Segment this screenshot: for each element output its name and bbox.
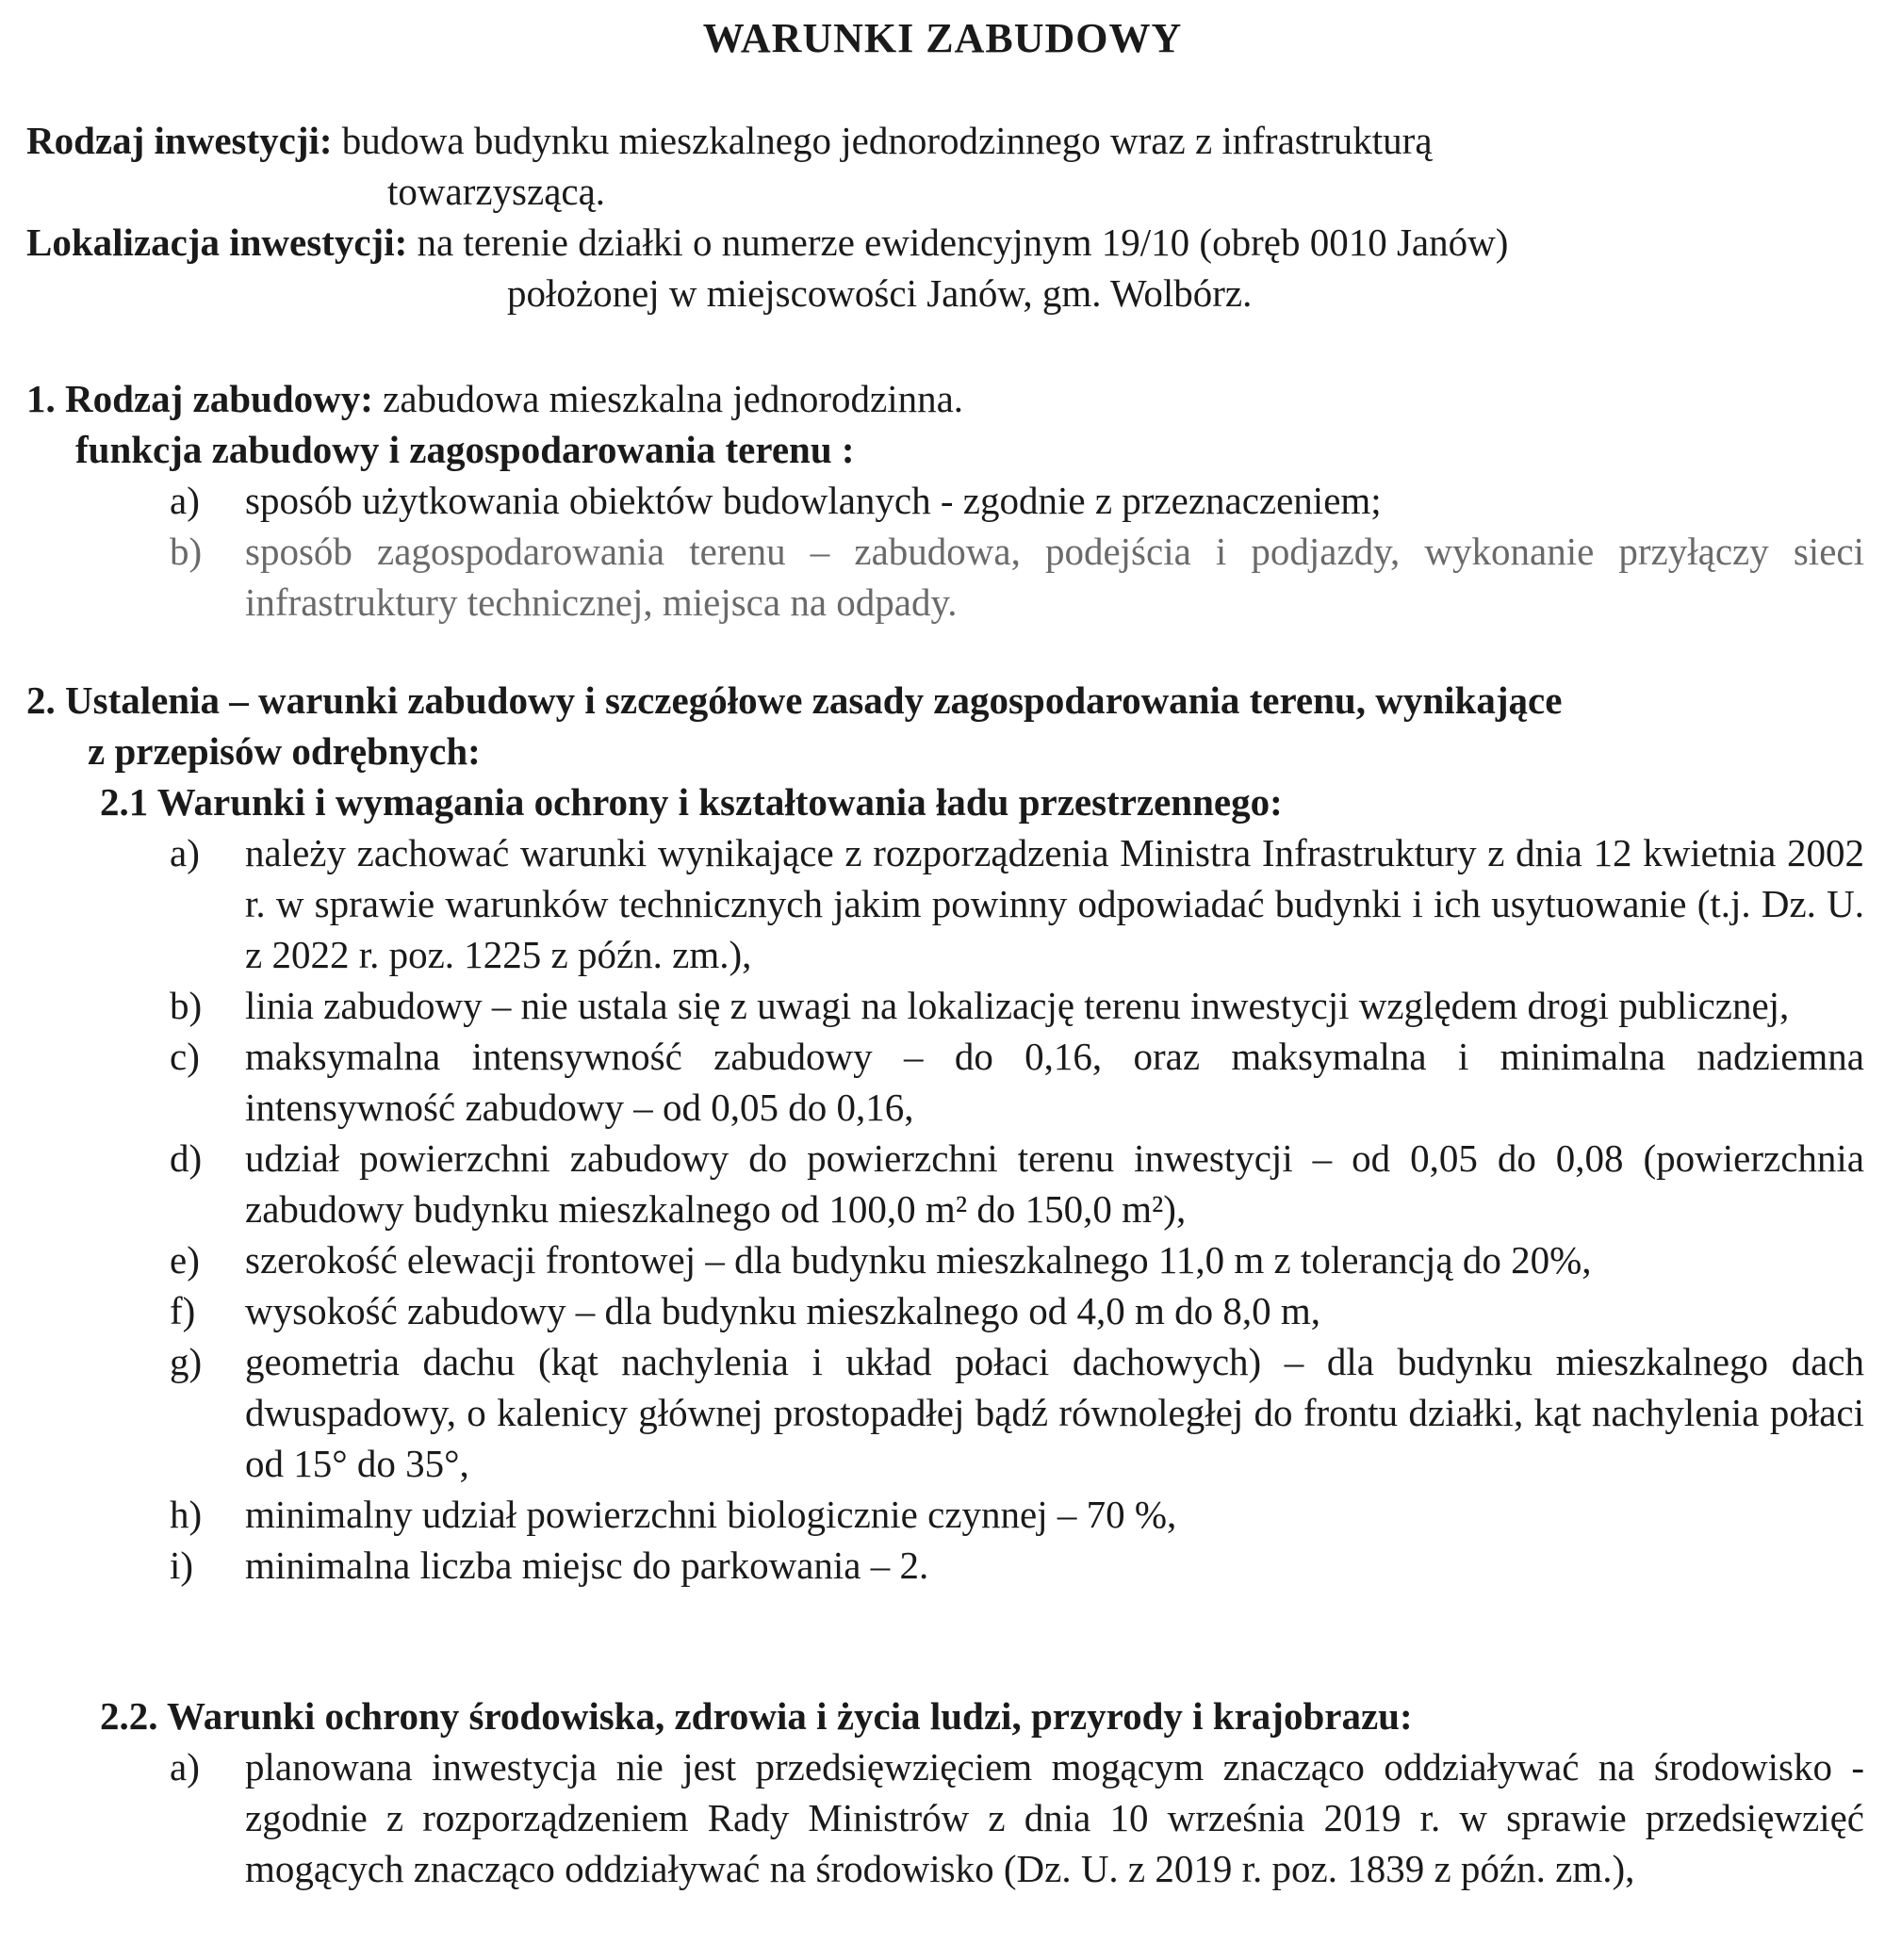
investment-type-value: budowa budynku mieszkalnego jednorodzinnego wraz z infrastrukturą	[341, 119, 1433, 162]
list-item-text: udział powierzchni zabudowy do powierzchni terenu inwestycji – od 0,05 do 0,08 (powierzchnia zabudowy budynku mieszkalnego od 100,0 m² do 150,0 m²),	[245, 1136, 1864, 1231]
list-item-label: g)	[170, 1340, 203, 1383]
list-item	[26, 1133, 1864, 1234]
list-item-label: a)	[170, 1745, 200, 1788]
function-heading: funkcja zabudowy i zagospodarowania terenu :	[75, 428, 855, 471]
list-item-text: maksymalna intensywność zabudowy – do 0,16, oraz maksymalna i minimalna nadziemna intensywność zabudowy – od 0,05 do 0,16,	[245, 1035, 1864, 1129]
list-item-label: b)	[170, 984, 203, 1027]
list-item-label: b)	[170, 530, 203, 573]
list-item-label: e)	[170, 1238, 200, 1282]
list-item-label: i)	[170, 1544, 194, 1587]
section-2-heading-line1: 2. Ustalenia – warunki zabudowy i szczegółowe zasady zagospodarowania terenu, wynikające	[26, 678, 1563, 722]
investment-location-continuation: położonej w miejscowości Janów, gm. Wolbórz.	[507, 271, 1253, 315]
list-item	[26, 1031, 1864, 1133]
list-item-text: sposób zagospodarowania terenu – zabudowa, podejścia i podjazdy, wykonanie przyłączy sieci infrastruktury technicznej, miejsca na odpady.	[245, 530, 1864, 624]
investment-header	[26, 115, 1864, 318]
list-item-label: h)	[170, 1493, 203, 1536]
investment-location-row	[26, 217, 1864, 268]
list-item-text: wysokość zabudowy – dla budynku mieszkalnego od 4,0 m do 8,0 m,	[245, 1289, 1321, 1332]
subsection-2-1-heading: 2.1 Warunki i wymagania ochrony i kształtowania ładu przestrzennego:	[100, 780, 1283, 824]
subsection-2-2-heading: 2.2. Warunki ochrony środowiska, zdrowia i życia ludzi, przyrody i krajobrazu:	[100, 1694, 1413, 1738]
list-item-text: minimalny udział powierzchni biologicznie czynnej – 70 %,	[245, 1493, 1177, 1536]
investment-type-row	[26, 115, 1864, 166]
investment-location-value: na terenie działki o numerze ewidencyjnym 19/10 (obręb 0010 Janów)	[417, 220, 1509, 264]
list-item-text: linia zabudowy – nie ustala się z uwagi na lokalizację terenu inwestycji względem drogi publicznej,	[245, 984, 1790, 1027]
list-item	[26, 526, 1864, 628]
list-item	[26, 827, 1864, 980]
list-item-text: szerokość elewacji frontowej – dla budynku mieszkalnego 11,0 m z tolerancją do 20%,	[245, 1238, 1592, 1282]
list-item	[26, 1741, 1864, 1894]
list-item-text: sposób użytkowania obiektów budowlanych - zgodnie z przeznaczeniem;	[245, 479, 1382, 522]
list-item	[26, 980, 1864, 1031]
investment-type-continuation: towarzyszącą.	[387, 170, 606, 213]
list-item	[26, 1285, 1864, 1336]
section-1	[26, 373, 1864, 628]
section-1-heading-row	[26, 373, 1864, 424]
subsection-2-1-list	[26, 827, 1864, 1591]
subsection-2-2	[26, 1690, 1864, 1894]
investment-type-label: Rodzaj inwestycji:	[26, 119, 342, 162]
section-1-heading-text: zabudowa mieszkalna jednorodzinna.	[372, 377, 964, 420]
section-2-heading	[26, 675, 1864, 776]
list-item-text: minimalna liczba miejsc do parkowania – 2.	[245, 1544, 929, 1587]
list-item-text: planowana inwestycja nie jest przedsięwzięciem mogącym znacząco oddziaływać na środowisko - zgodnie z rozporządzeniem Rady Ministrów z dnia 10 września 2019 r. w sprawie przedsięwzięć mogących znacząco oddziaływać na środowisko (Dz. U. z 2019 r. poz. 1839 z późn. zm.),	[245, 1745, 1864, 1890]
list-item-text: geometria dachu (kąt nachylenia i układ połaci dachowych) – dla budynku mieszkalnego dach dwuspadowy, o kalenicy głównej prostopadłej bądź równoległej do frontu działki, kąt nachylenia połaci od 15° do 35°,	[245, 1340, 1864, 1485]
document-title: WARUNKI ZABUDOWY	[702, 15, 1183, 61]
list-item-text: należy zachować warunki wynikające z rozporządzenia Ministra Infrastruktury z dnia 12 kwietnia 2002 r. w sprawie warunków technicznych jakim powinny odpowiadać budynki i ich usytuowanie (t.j. Dz. U. z 2022 r. poz. 1225 z późn. zm.),	[245, 831, 1864, 976]
list-item	[26, 1540, 1864, 1591]
investment-location-label: Lokalizacja inwestycji:	[26, 220, 418, 264]
section-2-heading-line2: z przepisów odrębnych:	[88, 729, 481, 773]
list-item-label: f)	[170, 1289, 196, 1332]
section-2	[26, 675, 1864, 1591]
list-item-label: c)	[170, 1035, 200, 1078]
list-item-label: a)	[170, 831, 200, 874]
section-1-heading: 1. Rodzaj zabudowy:	[26, 377, 373, 420]
list-item	[26, 1234, 1864, 1285]
list-item-label: d)	[170, 1136, 203, 1180]
list-item-label: a)	[170, 479, 200, 522]
list-item	[26, 1489, 1864, 1540]
list-item	[26, 475, 1864, 526]
list-item	[26, 1336, 1864, 1489]
